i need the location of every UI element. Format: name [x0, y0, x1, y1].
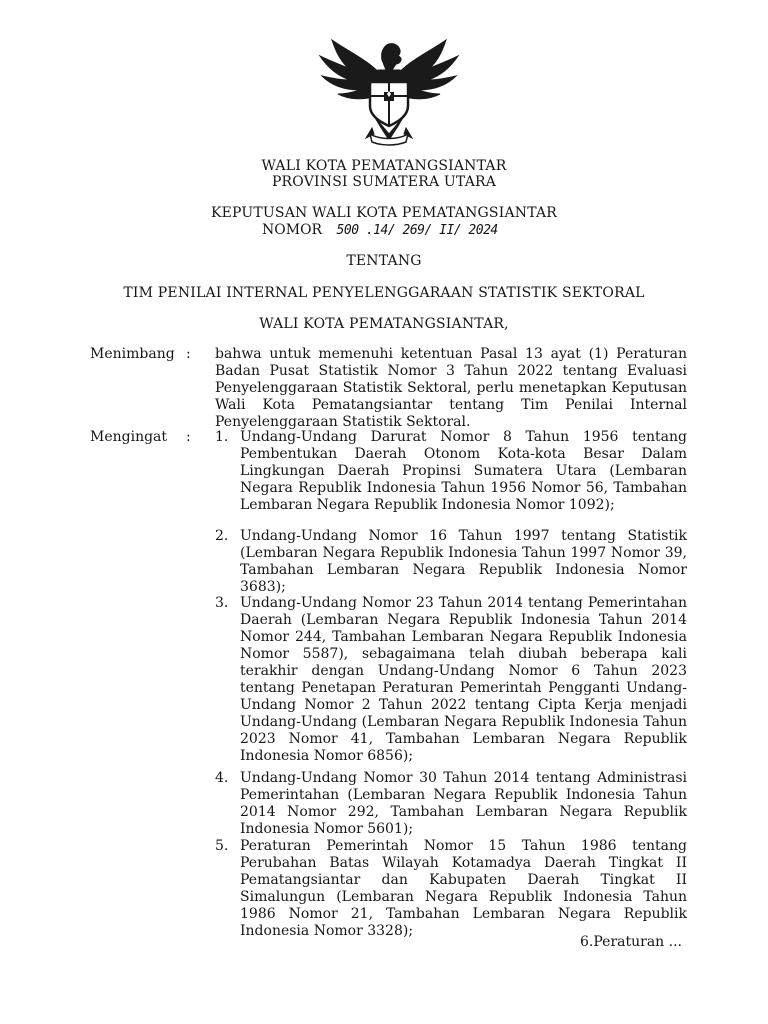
- item-text: Peraturan Pemerintah Nomor 15 Tahun 1986 tentang Perubahan Batas Wilayah Kotamadya Daerah Tingkat II Pematangsiantar dan Kabupaten Daerah Tingkat II Simalungun (Lembaran Negara Republik Indonesia Tahun 1986 Nomor 21, Tambahan Lembaran Negara Republik Indonesia Nomor 3328);: [240, 838, 687, 939]
- page-continuation: 6.Peraturan ...: [580, 934, 682, 950]
- menimbang-colon: :: [186, 346, 191, 362]
- menimbang-text: bahwa untuk memenuhi ketentuan Pasal 13 ayat (1) Peraturan Badan Pusat Statistik Nomor 3 Tahun 2022 tentang Evaluasi Penyelenggaraan Statistik Sektoral, perlu menetapkan Keputusan Wali Kota Pematangsiantar tentang Tim Penilai Internal Penyelenggaraan Statistik Sektoral.: [215, 346, 687, 430]
- mengingat-colon: :: [186, 429, 191, 445]
- tentang-label: TENTANG: [346, 253, 422, 269]
- item-number: 4.: [215, 770, 229, 786]
- issuer-title: WALI KOTA PEMATANGSIANTAR: [261, 158, 507, 174]
- item-text: Undang-Undang Darurat Nomor 8 Tahun 1956 tentang Pembentukan Daerah Otonom Kota-kota Besar Dalam Lingkungan Daerah Propinsi Sumatera Utara (Lembaran Negara Republik Indonesia Tahun 1956 Nomor 56, Tambahan Lembaran Negara Republik Indonesia Nomor 1092);: [240, 429, 687, 513]
- menimbang-label: Menimbang: [90, 346, 175, 362]
- item-text: Undang-Undang Nomor 30 Tahun 2014 tentang Administrasi Pemerintahan (Lembaran Negara Republik Indonesia Tahun 2014 Nomor 292, Tambahan Lembaran Negara Republik Indonesia Nomor 5601);: [240, 770, 687, 837]
- mengingat-label: Mengingat: [90, 429, 168, 445]
- item-number: 2.: [215, 528, 229, 544]
- subject-title: TIM PENILAI INTERNAL PENYELENGGARAAN STATISTIK SEKTORAL: [123, 285, 645, 301]
- nomor-label: NOMOR: [262, 222, 323, 238]
- garuda-emblem-icon: [314, 30, 464, 150]
- nomor-value-handwritten: 500 .14/ 269/ II/ 2024: [336, 223, 498, 238]
- item-number: 5.: [215, 838, 229, 854]
- item-text: Undang-Undang Nomor 23 Tahun 2014 tentang Pemerintahan Daerah (Lembaran Negara Republik Indonesia Tahun 2014 Nomor 244, Tambahan Lembaran Negara Republik Indonesia Nomor 5587), sebagaimana telah diubah beberapa kali terakhir dengan Undang-Undang Nomor 6 Tahun 2023 tentang Penetapan Peraturan Pemerintah Pengganti Undang-Undang Nomor 2 Tahun 2022 tentang Cipta Kerja menjadi Undang-Undang (Lembaran Negara Republik Indonesia Tahun 2023 Nomor 41, Tambahan Lembaran Negara Republik Indonesia Nomor 6856);: [240, 595, 687, 764]
- decree-number: [262, 222, 498, 238]
- authority-line: WALI KOTA PEMATANGSIANTAR,: [259, 316, 509, 332]
- item-text: Undang-Undang Nomor 16 Tahun 1997 tentang Statistik (Lembaran Negara Republik Indonesia Tahun 1997 Nomor 39, Tambahan Lembaran Negara Republik Indonesia Nomor 3683);: [240, 528, 687, 595]
- item-number: 1.: [215, 429, 229, 445]
- item-number: 3.: [215, 595, 229, 611]
- province-title: PROVINSI SUMATERA UTARA: [271, 174, 497, 190]
- decree-title: KEPUTUSAN WALI KOTA PEMATANGSIANTAR: [210, 205, 558, 221]
